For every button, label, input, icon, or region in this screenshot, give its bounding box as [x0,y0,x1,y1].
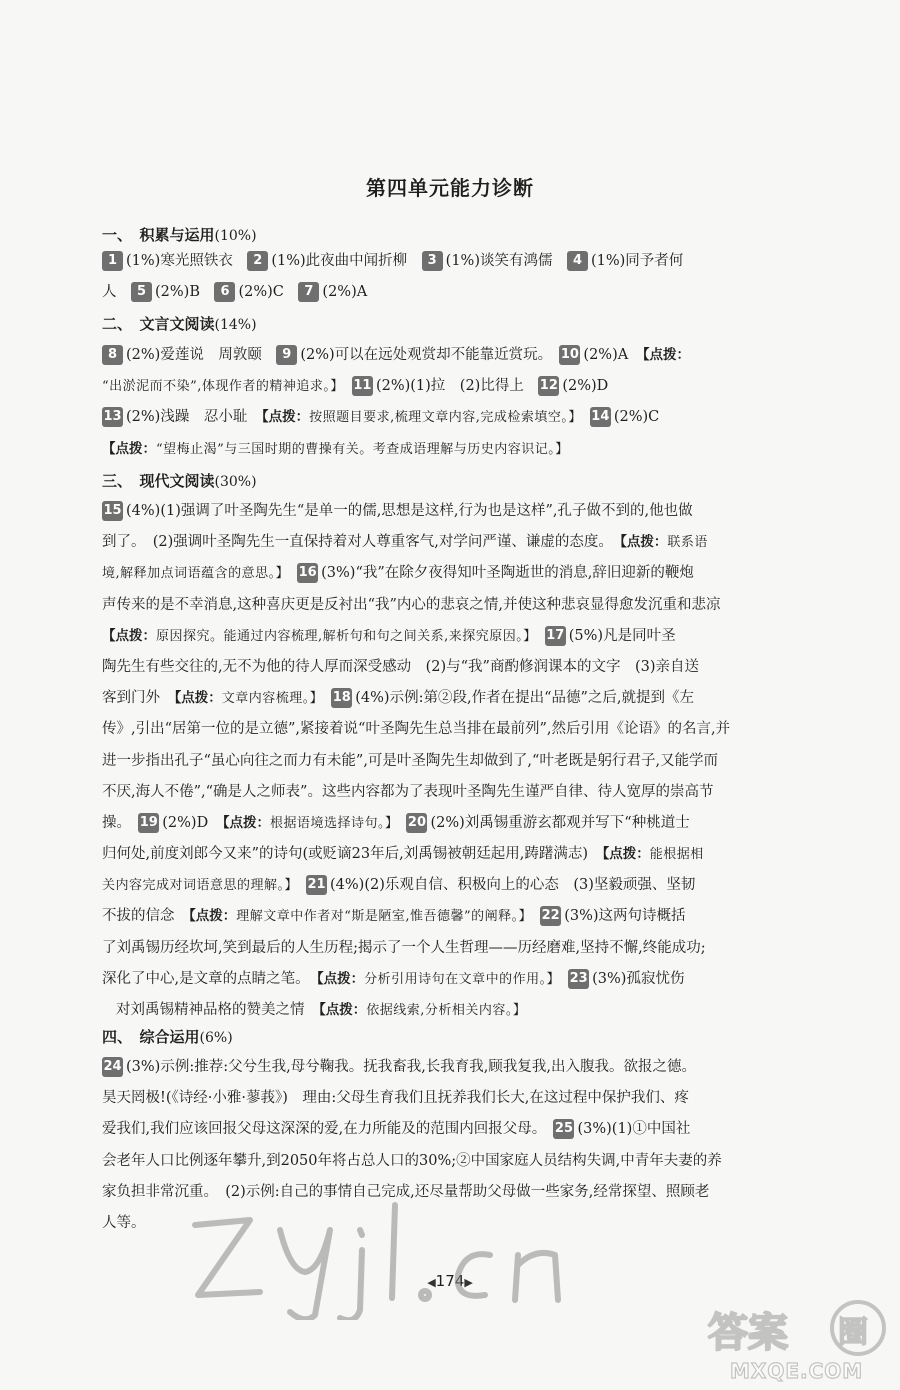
left-triangle-icon: ◀ [427,1276,436,1289]
question-number: 16 [297,563,318,583]
section-heading: 一、 积累与运用(10%) [102,226,257,244]
question-number: 19 [138,813,159,833]
question-number: 6 [214,282,235,302]
question-number: 23 [568,969,589,989]
section-modern [102,470,814,492]
section-comprehensive [102,1026,814,1048]
question-number: 11 [352,376,373,396]
question-number: 2 [247,251,268,271]
question-number: 12 [538,376,559,396]
question-number: 9 [276,345,297,365]
svg-text:答案: 答案 [708,1310,788,1356]
question-number: 17 [545,626,566,646]
question-number: 8 [102,345,123,365]
question-number: 10 [559,345,580,365]
section-1-answers: 1 (1%)寒光照铁衣 2 (1%)此夜曲中闻折柳 3 (1%)谈笑有鸿儒 4 (1%)同予者何 人 5 (2%)B 6 (2%)C 7 (2%)A [102,253,684,301]
section-heading: 二、 文言文阅读(14%) [102,315,257,333]
question-number: 22 [540,906,561,926]
svg-text:MXQE.COM: MXQE.COM [730,1359,864,1383]
question-number: 21 [306,875,327,895]
section-3-answers: 15 (4%)(1)强调了叶圣陶先生“是单一的儒,思想是这样,行为也是这样”,孔子做不到的,他也做 到了。 (2)强调叶圣陶先生一直保持着对人尊重客气,对学问严谨、谦虚的态度。 【点拨：联系语 境,解释加点词语蕴含的意思。】 16 (3%)“我”在除夕夜得知叶圣陶逝世的消息,辞旧迎新的鞭炮 声传来的是不幸消息,这种喜庆更是反衬出“我”内心的悲哀之情,并使这种悲哀显得愈发沉重和悲凉 【点拨：原因探究。能通过内容梳理,解析句和句之间关系,来探究原因。】 17 (5%)凡是同叶圣 陶先生有些交往的,无不为他的待人厚而深受感动 (2)与“我”商酌修润课本的文字 (3)亲自送 客到门外 【点拨：文章内容梳理。】 18 (4%)示例:第②段,作者在提出“品德”之后,就提到《左 传》,引出“居第一位的是立德”,紧接着说“叶圣陶先生总当排在最前列”,然后引用《论语》的名言,并 进一步指出孔子“虽心向往之而力有未能”,可是叶圣陶先生却做到了,“叶老既是躬行君子,又能学而 不厌,海人不倦”,“确是人之师表”。这些内容都为了表现叶圣陶先生谨严自律、待人宽厚的崇高节 操。 19 (2%)D 【点拨：根据语境选择诗句。】 20 (2%)刘禹锡重游玄都观并写下“种桃道士 归何处,前度刘郎今又来”的诗句(或贬谪23年后,刘禹锡被朝廷起用,踌躇满志) 【点拨：能根据相 关内容完成对词语意思的理解。】 21 (4%)(2)乐观自信、积极向上的心态 (3)坚毅顽强、坚韧 不拔的信念 【点拨：理解文章中作者对“斯是陋室,惟吾德馨”的阐释。】 22 (3%)这两句诗概括 了刘禹锡历经坎坷,笑到最后的人生历程;揭示了一个人生哲理——历经磨难,坚持不懈,终能成功; 深化了中心,是文章的点睛之笔。 【点拨：分析引用诗句在文章中的作用。】 23 (3%)孤寂忧伤 对刘禹锡精神品格的赞美之情 【点拨：依据线索,分析相关内容。】 [102,503,731,1018]
question-number: 7 [298,282,319,302]
page-title: 第四单元能力诊断 [366,176,534,200]
question-number: 1 [102,251,123,271]
question-number: 20 [406,813,427,833]
section-heading: 四、 综合运用(6%) [102,1028,233,1046]
section-4-answers: 24 (3%)示例:推荐:父兮生我,母兮鞠我。抚我畜我,长我育我,顾我复我,出入腹我。欲报之德。 昊天罔极!(《诗经·小雅·蓼莪》) 理由:父母生育我们且抚养我们长大,在这过程中保护我们、疼 爱我们,我们应该回报父母这深深的爱,在力所能及的范围内回报父母。 25 (3%)(1)①中国社 会老年人口比例逐年攀升,到2050年将占总人口的30%;②中国家庭人员结构失调,中青年夫妻的养 家负担非常沉重。 (2)示例:自己的事情自己完成,还尽量帮助父母做一些家务,经常探望、照顾老 人等。 [102,1059,722,1231]
question-number: 4 [567,251,588,271]
section-heading: 三、 现代文阅读(30%) [102,472,257,490]
question-number: 24 [102,1057,123,1077]
question-number: 18 [331,688,352,708]
section-accumulation [102,224,814,246]
question-number: 15 [102,501,123,521]
question-number: 13 [102,407,123,427]
answer-circle-logo [700,1296,890,1384]
svg-text:圈: 圈 [838,1315,868,1350]
section-2-answers: 8 (2%)爱莲说 周敦颐 9 (2%)可以在远处观赏却不能靠近赏玩。 10 (2%)A 【点拨： “出淤泥而不染”,体现作者的精神追求。】 11 (2%)(1)拉 (2)比得上 12 (2%)D 13 (2%)浅躁 忍小耻 【点拨：按照题目要求,梳理文章内容,完成检索填空。】 14 (2%)C 【点拨：“望梅止渴”与三国时期的曹操有关。考查成语理解与历史内容识记。】 [102,347,690,457]
page-number: ◀174▶ [427,1272,473,1290]
right-triangle-icon: ▶ [464,1276,473,1289]
section-classical [102,313,814,335]
question-number: 25 [553,1119,574,1139]
question-number: 5 [131,282,152,302]
question-number: 3 [422,251,443,271]
question-number: 14 [590,407,611,427]
